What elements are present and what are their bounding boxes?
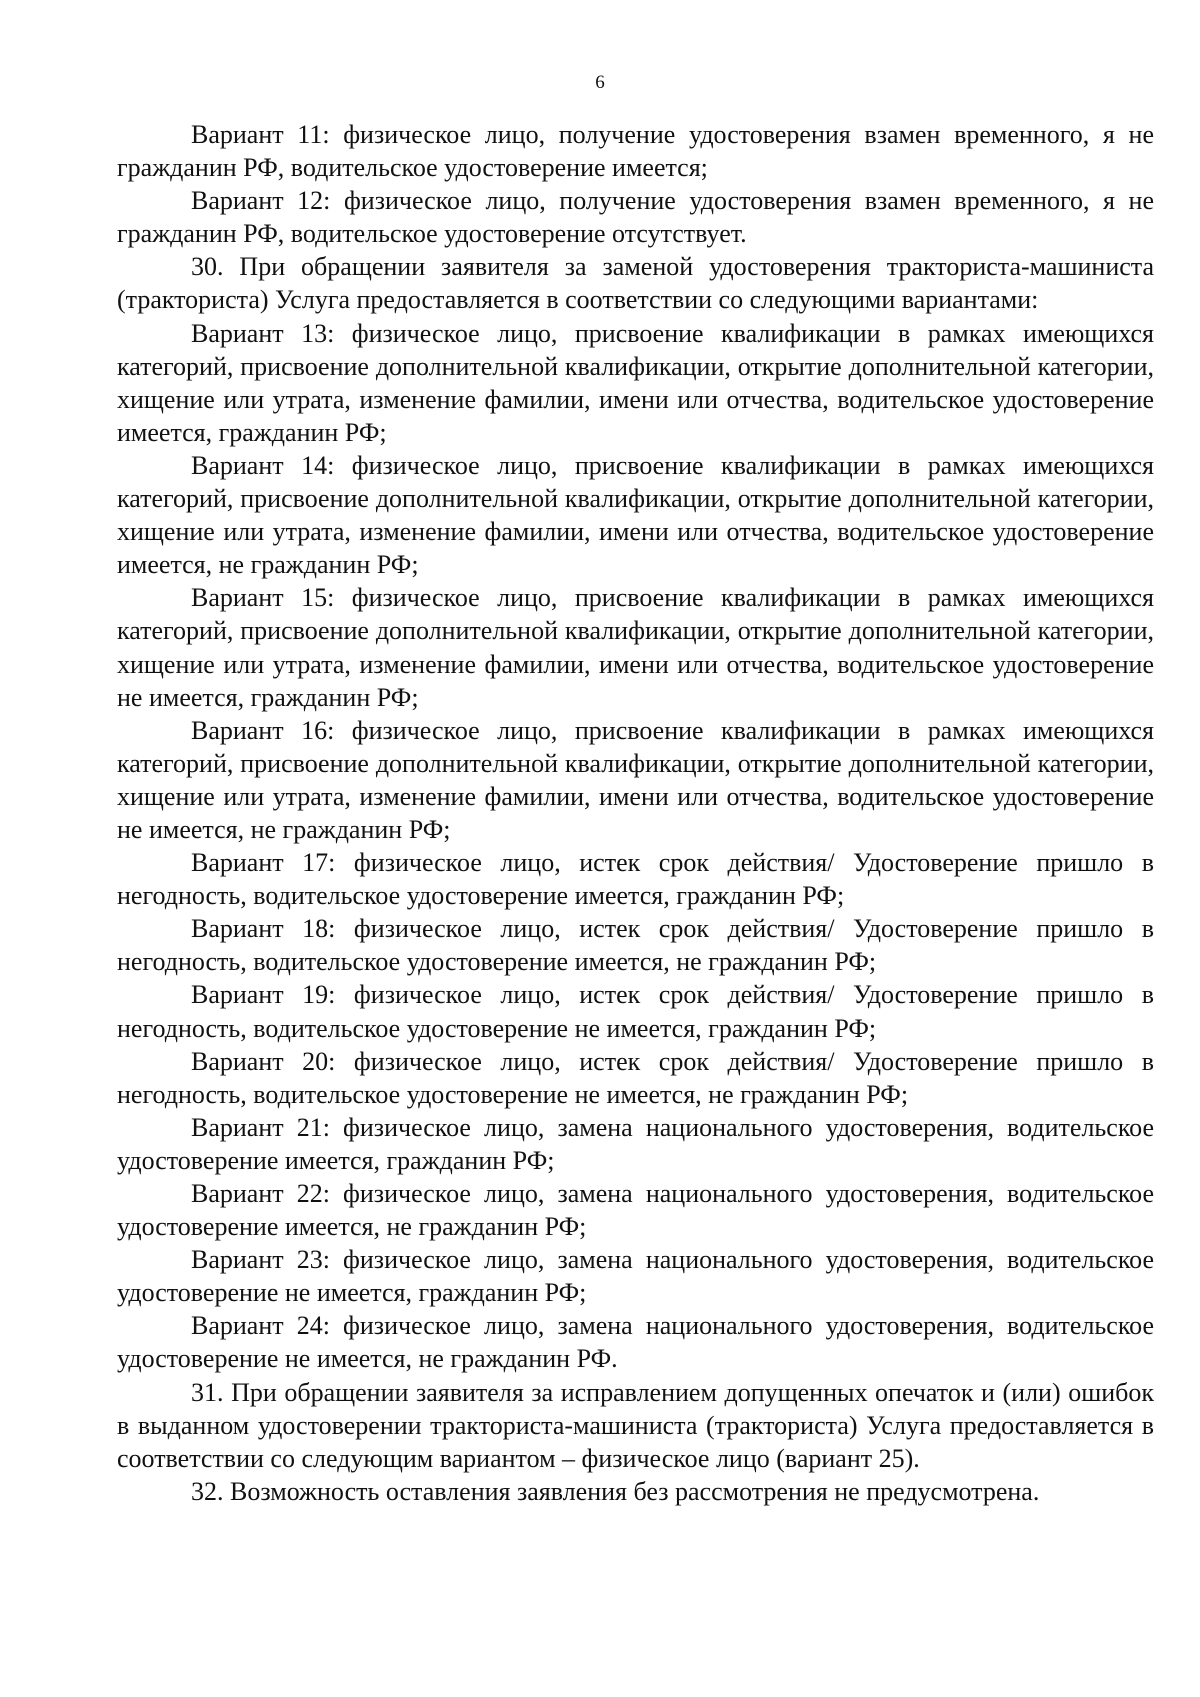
paragraph-variant-15: Вариант 15: физическое лицо, присвоение квалификации в рамках имеющихся категорий, присвоение дополнительной квалификации, открытие дополнительной категории, хищение или утрата, изменение фамилии, имени или отчества, водительское удостоверение не имеется, гражданин РФ; — [117, 583, 1154, 712]
paragraph-variant-14: Вариант 14: физическое лицо, присвоение квалификации в рамках имеющихся категорий, присвоение дополнительной квалификации, открытие дополнительной категории, хищение или утрата, изменение фамилии, имени или отчества, водительское удостоверение имеется, не гражданин РФ; — [117, 450, 1154, 580]
paragraph-variant-21: Вариант 21: физическое лицо, замена национального удостоверения, водительское удостоверение имеется, гражданин РФ; — [117, 1112, 1154, 1175]
paragraph-variant-19: Вариант 19: физическое лицо, истек срок действия/ Удостоверение пришло в негодность, водительское удостоверение не имеется, гражданин РФ; — [117, 980, 1154, 1043]
paragraph-variant-23: Вариант 23: физическое лицо, замена национального удостоверения, водительское удостоверение не имеется, гражданин РФ; — [117, 1245, 1154, 1308]
paragraph-variant-11: Вариант 11: физическое лицо, получение удостоверения взамен временного, я не гражданин РФ, водительское удостоверение имеется; — [117, 120, 1154, 183]
paragraph-clause-30: 30. При обращении заявителя за заменой удостоверения тракториста-машиниста (тракториста) Услуга предоставляется в соответствии со следующими вариантами: — [117, 252, 1154, 315]
paragraph-variant-13: Вариант 13: физическое лицо, присвоение квалификации в рамках имеющихся категорий, присвоение дополнительной квалификации, открытие дополнительной категории, хищение или утрата, изменение фамилии, имени или отчества, водительское удостоверение имеется, гражданин РФ; — [117, 318, 1154, 447]
paragraph-variant-24: Вариант 24: физическое лицо, замена национального удостоверения, водительское удостоверение не имеется, не гражданин РФ. — [117, 1311, 1154, 1374]
paragraph-variant-22: Вариант 22: физическое лицо, замена национального удостоверения, водительское удостоверение имеется, не гражданин РФ; — [117, 1179, 1154, 1242]
paragraph-variant-18: Вариант 18: физическое лицо, истек срок действия/ Удостоверение пришло в негодность, водительское удостоверение имеется, не гражданин РФ; — [117, 914, 1154, 977]
page-number: 6 — [595, 72, 605, 93]
paragraph-variant-16: Вариант 16: физическое лицо, присвоение квалификации в рамках имеющихся категорий, присвоение дополнительной квалификации, открытие дополнительной категории, хищение или утрата, изменение фамилии, имени или отчества, водительское удостоверение не имеется, не гражданин РФ; — [117, 715, 1154, 844]
document-body — [117, 118, 1154, 1508]
paragraph-clause-31: 31. При обращении заявителя за исправлением допущенных опечаток и (или) ошибок в выданном удостоверении тракториста-машиниста (тракториста) Услуга предоставляется в соответствии со следующим вариантом – физическое лицо (вариант 25). — [117, 1377, 1154, 1473]
paragraph-variant-12: Вариант 12: физическое лицо, получение удостоверения взамен временного, я не гражданин РФ, водительское удостоверение отсутствует. — [117, 186, 1154, 249]
paragraph-variant-20: Вариант 20: физическое лицо, истек срок действия/ Удостоверение пришло в негодность, водительское удостоверение не имеется, не гражданин РФ; — [117, 1046, 1154, 1109]
paragraph-variant-17: Вариант 17: физическое лицо, истек срок действия/ Удостоверение пришло в негодность, водительское удостоверение имеется, гражданин РФ; — [117, 848, 1154, 911]
paragraph-clause-32: 32. Возможность оставления заявления без рассмотрения не предусмотрена. — [191, 1476, 1040, 1506]
